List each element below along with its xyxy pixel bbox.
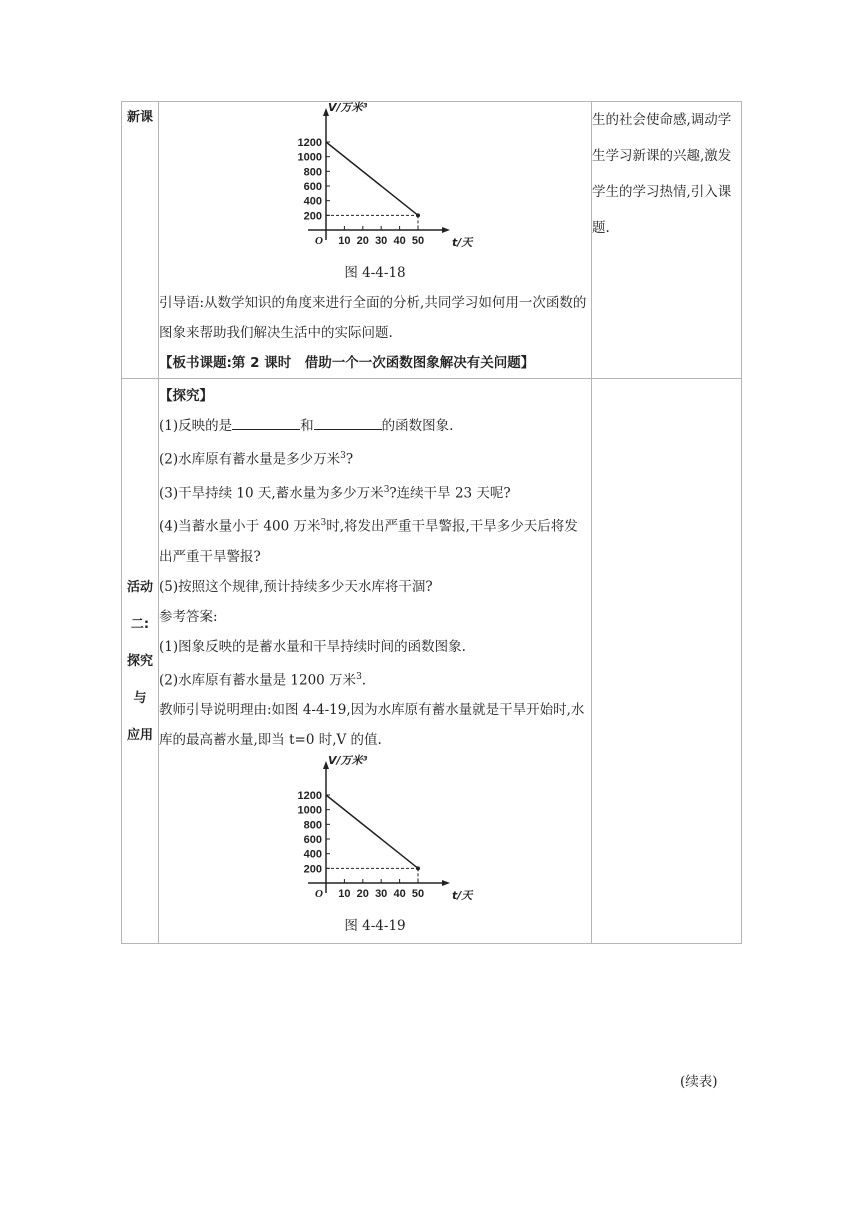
answer-2 — [159, 662, 591, 696]
data-point — [416, 213, 420, 217]
x-tick-label: 30 — [375, 235, 388, 247]
y-tick-label: 800 — [303, 819, 322, 832]
q4-text: (4)当蓄水量小于 400 万米 — [159, 518, 321, 535]
x-axis-arrow — [442, 880, 450, 886]
answer-blank — [314, 415, 382, 430]
a2-text: (2)水库原有蓄水量是 1200 万米 — [159, 672, 357, 688]
x-tick-label: 10 — [338, 888, 351, 900]
answer-1: (1)图象反映的是蓄水量和干旱持续时间的函数图象. — [159, 638, 466, 655]
y-tick-label: 800 — [303, 166, 322, 179]
y-tick-label: 1200 — [297, 790, 322, 802]
origin-label: O — [315, 888, 323, 900]
explore-heading: 【探究】 — [159, 388, 213, 404]
note-cell-empty — [592, 379, 742, 944]
x-tick-label: 20 — [356, 235, 369, 247]
superscript: 3 — [320, 518, 327, 528]
x-axis-label: t/天 — [452, 236, 473, 249]
series-line — [326, 795, 418, 868]
superscript: 3 — [356, 671, 362, 682]
x-tick-label: 40 — [393, 888, 406, 900]
answer-heading: 参考答案: — [159, 608, 218, 625]
x-axis-arrow — [442, 227, 450, 233]
x-tick-label: 50 — [411, 235, 425, 247]
design-note: 生的社会使命感,调动学生学习新课的兴趣,激发学生的学习热情,引入课题. — [592, 112, 732, 236]
y-tick-label: 1000 — [297, 804, 322, 817]
question-4 — [159, 508, 591, 572]
x-tick-label: 50 — [411, 888, 425, 900]
note-cell — [592, 102, 742, 379]
lead-paragraph: 引导语:从数学知识的角度来进行全面的分析,共同学习如何用一次函数的图象来帮助我们解决生活中的实际问题. — [159, 295, 587, 341]
board-title: 【板书课题:第 2 课时 借助一个一次函数图象解决有关问题】 — [159, 355, 535, 371]
content-cell — [159, 102, 592, 379]
superscript: 3 — [340, 451, 346, 461]
stage-line: 活动 — [126, 579, 153, 595]
data-point — [416, 866, 420, 870]
teacher-guidance: 教师引导说明理由:如图 4-4-19,因为水库原有蓄水量就是干旱开始时,水库的最高蓄水量,即当 t=0 时,V 的值. — [159, 702, 585, 748]
y-axis-label: V/万米³ — [328, 101, 368, 114]
stage-cell — [122, 379, 159, 944]
x-tick-label: 20 — [356, 888, 369, 900]
stage-line: 二: — [130, 616, 150, 632]
continued-label: (续表) — [680, 1074, 718, 1090]
stage-cell — [122, 102, 159, 379]
superscript: 3 — [383, 484, 390, 495]
y-tick-label: 400 — [303, 848, 322, 861]
y-tick-label: 1000 — [297, 151, 322, 164]
question-5: (5)按照这个规律,预计持续多少天水库将干涸? — [159, 578, 433, 595]
y-tick-label: 200 — [303, 210, 322, 223]
stage-line: 探究 — [126, 653, 153, 669]
a2-end: . — [361, 672, 367, 688]
x-tick-label: 30 — [375, 888, 388, 900]
q1-prefix: (1)反映的是 — [159, 418, 233, 434]
y-axis-label: V/万米³ — [328, 754, 368, 767]
question-3 — [159, 475, 591, 509]
q3-text: (3)干旱持续 10 天,蓄水量为多少万米 — [159, 485, 384, 501]
x-tick-label: 40 — [393, 235, 406, 247]
origin-label: O — [315, 235, 323, 247]
q1-mid: 和 — [300, 418, 314, 434]
x-axis-label: t/天 — [452, 889, 473, 902]
figure-4-4-18 — [159, 102, 591, 254]
y-tick-label: 600 — [303, 834, 322, 846]
question-2 — [159, 441, 591, 475]
y-tick-label: 1200 — [297, 137, 322, 149]
content-cell — [159, 379, 592, 944]
q2-end: ? — [345, 451, 354, 468]
answer-blank — [232, 415, 300, 430]
line-chart — [290, 754, 473, 907]
x-tick-label: 10 — [338, 235, 351, 247]
figure-caption: 图 4-4-19 — [344, 918, 406, 934]
line-chart — [290, 101, 473, 254]
table-row — [122, 102, 742, 379]
q2-text: (2)水库原有蓄水量是多少万米 — [159, 451, 341, 468]
stage-line: 应用 — [126, 727, 153, 743]
q4-text-end: 时,将发出严重干旱警报,干旱多少天后将发出严重干旱警报? — [159, 518, 578, 565]
y-tick-label: 400 — [303, 195, 322, 208]
stage-line: 与 — [133, 690, 147, 706]
q3-text-end: ?连续干旱 23 天呢? — [389, 485, 511, 501]
y-tick-label: 200 — [303, 863, 322, 876]
question-1 — [159, 411, 591, 441]
figure-caption: 图 4-4-18 — [344, 265, 406, 281]
figure-4-4-19 — [159, 755, 591, 907]
lesson-table — [121, 101, 742, 944]
table-row — [122, 379, 742, 944]
q1-suffix: 的函数图象. — [381, 418, 454, 434]
y-tick-label: 600 — [303, 181, 322, 193]
series-line — [326, 142, 418, 215]
stage-label: 新课 — [126, 110, 153, 125]
